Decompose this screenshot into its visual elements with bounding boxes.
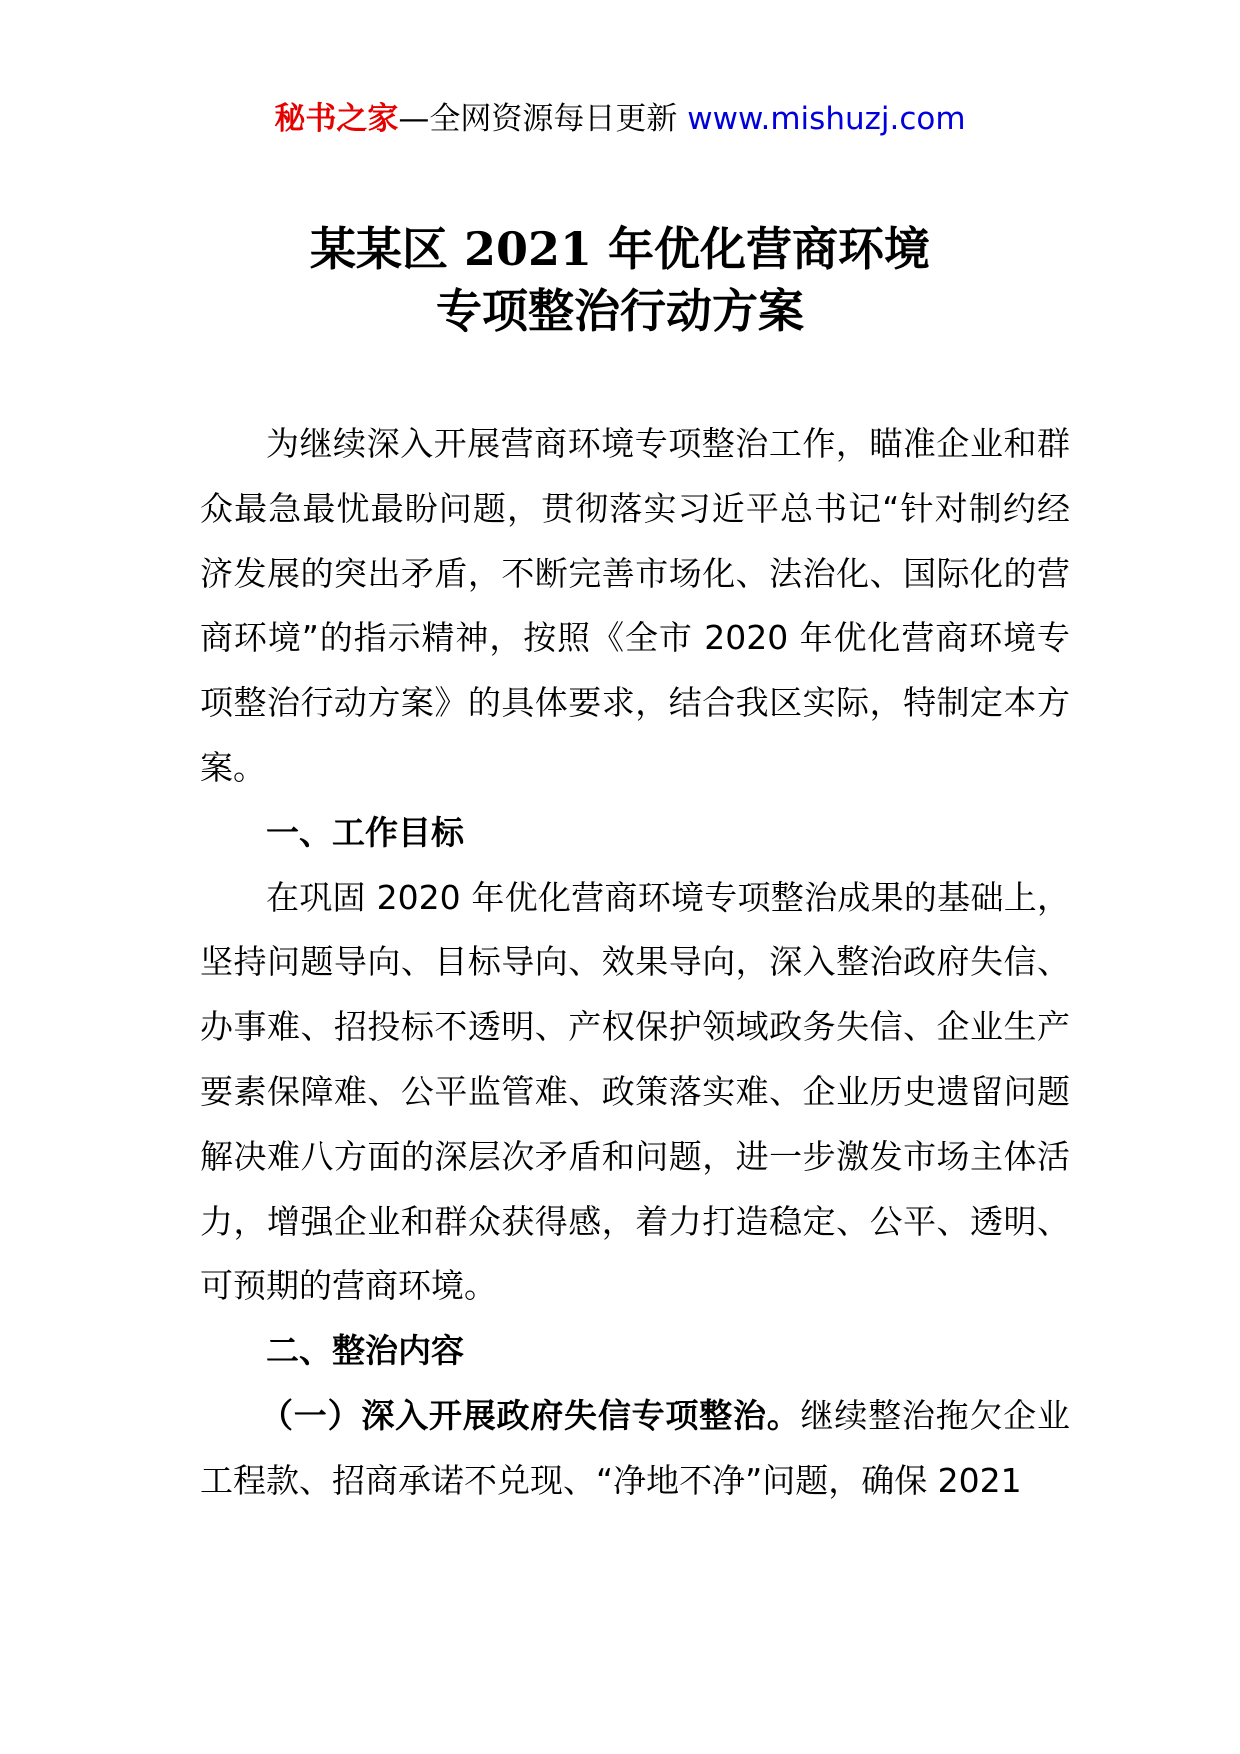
site-url-link[interactable]: www.mishuzj.com xyxy=(687,101,966,137)
section-2-item-1-paragraph xyxy=(200,1384,1070,1514)
item-1-text: 继续整治拖欠企业工程款、招商承诺不兑现、“净地不净”问题，确保 2021 xyxy=(200,1395,1071,1500)
site-brand: 秘书之家 xyxy=(274,101,399,137)
document-body xyxy=(200,412,1070,1514)
site-slogan: —全网资源每日更新 xyxy=(398,101,688,137)
title-line-2: 专项整治行动方案 xyxy=(436,284,804,338)
section-2-heading: 二、整治内容 xyxy=(266,1331,464,1371)
intro-paragraph: 为继续深入开展营商环境专项整治工作，瞄准企业和群众最急最忧最盼问题，贯彻落实习近平总书记“针对制约经济发展的突出矛盾，不断完善市场化、法治化、国际化的营商环境”的指示精神，按照《全市 2020 年优化营商环境专项整治行动方案》的具体要求，结合我区实际，特制定本方案。 xyxy=(200,424,1070,787)
site-header xyxy=(0,96,1240,142)
document-title xyxy=(0,218,1240,342)
item-1-lead: （一）深入开展政府失信专项整治。 xyxy=(260,1395,801,1435)
section-1-heading: 一、工作目标 xyxy=(266,812,464,852)
title-line-1: 某某区 2021 年优化营商环境 xyxy=(309,222,931,276)
section-1-paragraph: 在巩固 2020 年优化营商环境专项整治成果的基础上，坚持问题导向、目标导向、效果导向，深入整治政府失信、办事难、招投标不透明、产权保护领域政务失信、企业生产要素保障难、公平监管难、政策落实难、企业历史遗留问题解决难八方面的深层次矛盾和问题，进一步激发市场主体活力，增强企业和群众获得感，着力打造稳定、公平、透明、可预期的营商环境。 xyxy=(200,877,1070,1306)
